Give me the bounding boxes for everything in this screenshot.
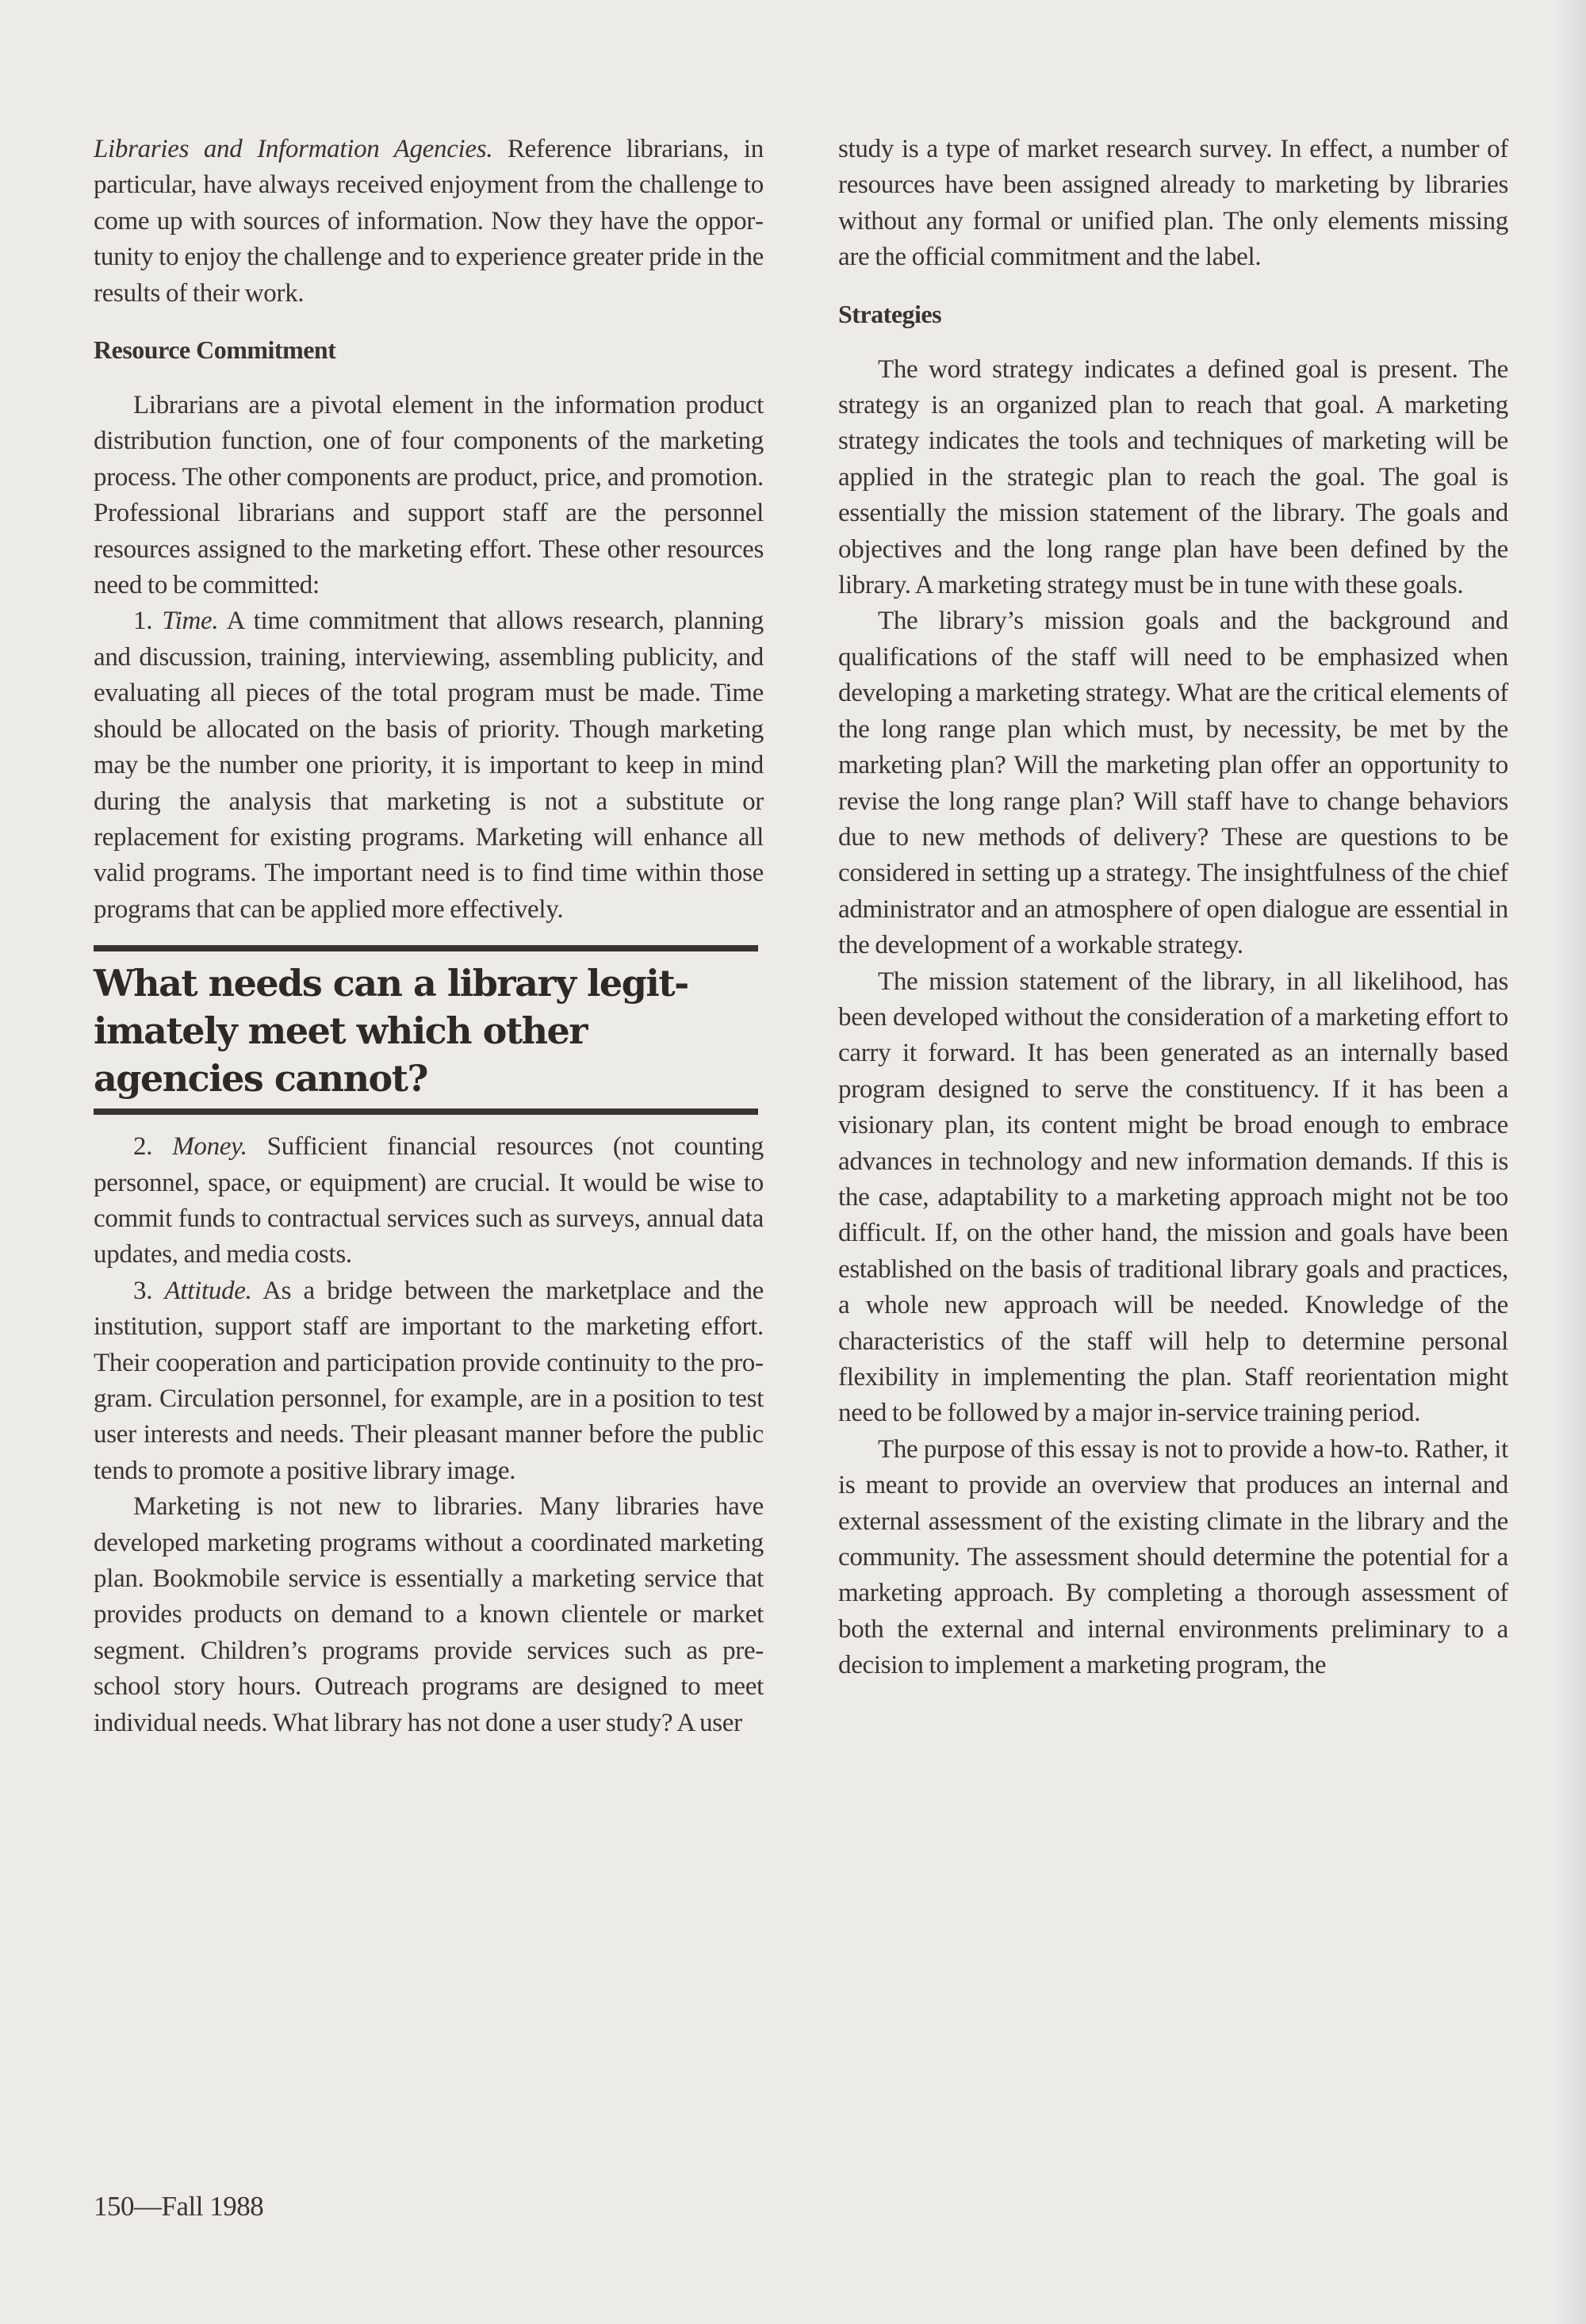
pull-quote-bottom-rule <box>94 1108 758 1115</box>
item-time-paragraph <box>94 603 764 928</box>
page-gutter-shadow <box>1554 0 1586 2324</box>
pull-quote-top-rule <box>94 945 758 951</box>
strategy-paragraph-1: The word strategy indicates a defined goal is present. The strategy is an organized plan to reach that goal. A marketing strategy indicates the tools and techniques of marketing will be applied in the strategic plan to reach the goal. The goal is essentially the mission statement of the library. The goals and objectives and the long range plan have been defined by the library. A marketing strategy must be in tune with these goals. <box>838 354 1508 600</box>
item-label: Money. <box>172 1132 247 1162</box>
strategy-paragraph-3: The mission statement of the library, in all likelihood, has been developed without the consideration of a marketing effort to carry it forward. It has been generated as an internally based program designed to serve the constituency. If it has been a visionary plan, its content might be broad enough to embrace advances in technology and new information demands. If this is the case, adaptability to a marketing approach might not be too difficult. If, on the other hand, the mission and goals have been established on the basis of traditional library goals and practices, a whole new approach will be needed. Knowledge of the characteristics of the staff will help to determine personal flexibility in implementing the plan. Staff reorientation might need to be followed by a major in-service training period. <box>838 967 1508 1428</box>
spacer <box>838 331 1508 352</box>
item-attitude-paragraph <box>94 1273 764 1489</box>
item-label: Attitude. <box>164 1276 252 1305</box>
spacer <box>94 312 764 332</box>
item-number: 2. <box>133 1132 173 1162</box>
strategy-paragraph-2: The library’s mission goals and the background and qualifications of the staff will need to be emphasized when developing a marketing strategy. What are the critical elements of the long range plan which must, by necessity, be met by the marketing plan? Will the marketing plan offer an opportunity to revise the long range plan? Will staff have to change behaviors due to new methods of delivery? These are questions to be considered in setting up a strategy. The insightfulness of the chief administrator and an atmosphere of open dialogue are essential in the development of a workable strategy. <box>838 607 1508 960</box>
intro-paragraph <box>94 132 764 312</box>
item-number: 3. <box>133 1276 165 1305</box>
left-column <box>94 132 764 1741</box>
intro-text: Reference librarians, in particular, have always received enjoyment from the challenge to come up with sources of information. Now they have the opportunity to enjoy the challenge and to experience greater pride in the results of their work. <box>94 135 764 308</box>
pull-quote-text: What needs can a library legitimately meet which other agencies cannot? <box>94 962 690 1101</box>
resource-paragraph: Librarians are a pivotal element in the information product distribution function, one of four components of the marketing process. The other components are product, price, and promotion. Professional librarians and support staff are the personnel resources assigned to the marketing effort. These other resources need to be committed: <box>94 391 764 600</box>
spacer <box>94 367 764 388</box>
right-column <box>838 132 1508 1684</box>
item-text: A time commitment that allows research, planning and discussion, training, interviewing, assembling publicity, and evaluating all pieces of the total program must be made. Time should be allocated on the basis of priority. Though marketing may be the number one priority, it is important to keep in mind during the analysis that marketing is not a substitute or replacement for existing programs. Marketing will enhance all valid programs. The important need is to find time within those programs that can be applied more effectively. <box>94 607 764 924</box>
spacer <box>838 276 1508 297</box>
continuation-paragraph: study is a type of market research survey. In effect, a number of resources have been assigned already to marketing by libraries without any formal or unified plan. The only elements missing are the official commitment and the label. <box>838 135 1508 272</box>
strategy-paragraph-4: The purpose of this essay is not to provide a how-to. Rather, it is meant to provide an overview that produces an internal and external assessment of the existing climate in the library and the community. The assessment should determine the potential for a marketing approach. By completing a thorough assessment of both the external and internal environments preliminary to a decision to implement a marketing program, the <box>838 1434 1508 1680</box>
strategies-heading: Strategies <box>838 299 942 328</box>
item-text: Sufficient financial resources (not counting personnel, space, or equipment) are crucial. It would be wise to commit funds to contractual services such as surveys, annual data updates, and media costs. <box>94 1132 764 1269</box>
resource-commitment-heading: Resource Commitment <box>94 335 336 365</box>
item-text: As a bridge between the marketplace and the institution, support staff are important to the marketing effort. Their cooperation and participation provide continuity to the program. Circulation personnel, for example, are in a position to test user interests and needs. Their pleasant manner before the public tends to promote a positive library image. <box>94 1276 764 1485</box>
marketing-paragraph: Marketing is not new to libraries. Many libraries have developed marketing programs without a coordinated marketing plan. Bookmobile service is essentially a marketing service that provides products on demand to a known clientele or market segment. Children’s programs provide services such as pre-school story hours. Outreach programs are designed to meet individual needs. What library has not done a user study? A user <box>94 1492 764 1737</box>
pull-quote <box>94 945 764 1115</box>
page-folio: 150—Fall 1988 <box>94 2191 264 2222</box>
item-label: Time. <box>162 607 219 636</box>
item-number: 1. <box>133 607 163 636</box>
intro-italic-lead: Libraries and Information Agencies. <box>94 135 493 163</box>
item-money-paragraph <box>94 1129 764 1273</box>
